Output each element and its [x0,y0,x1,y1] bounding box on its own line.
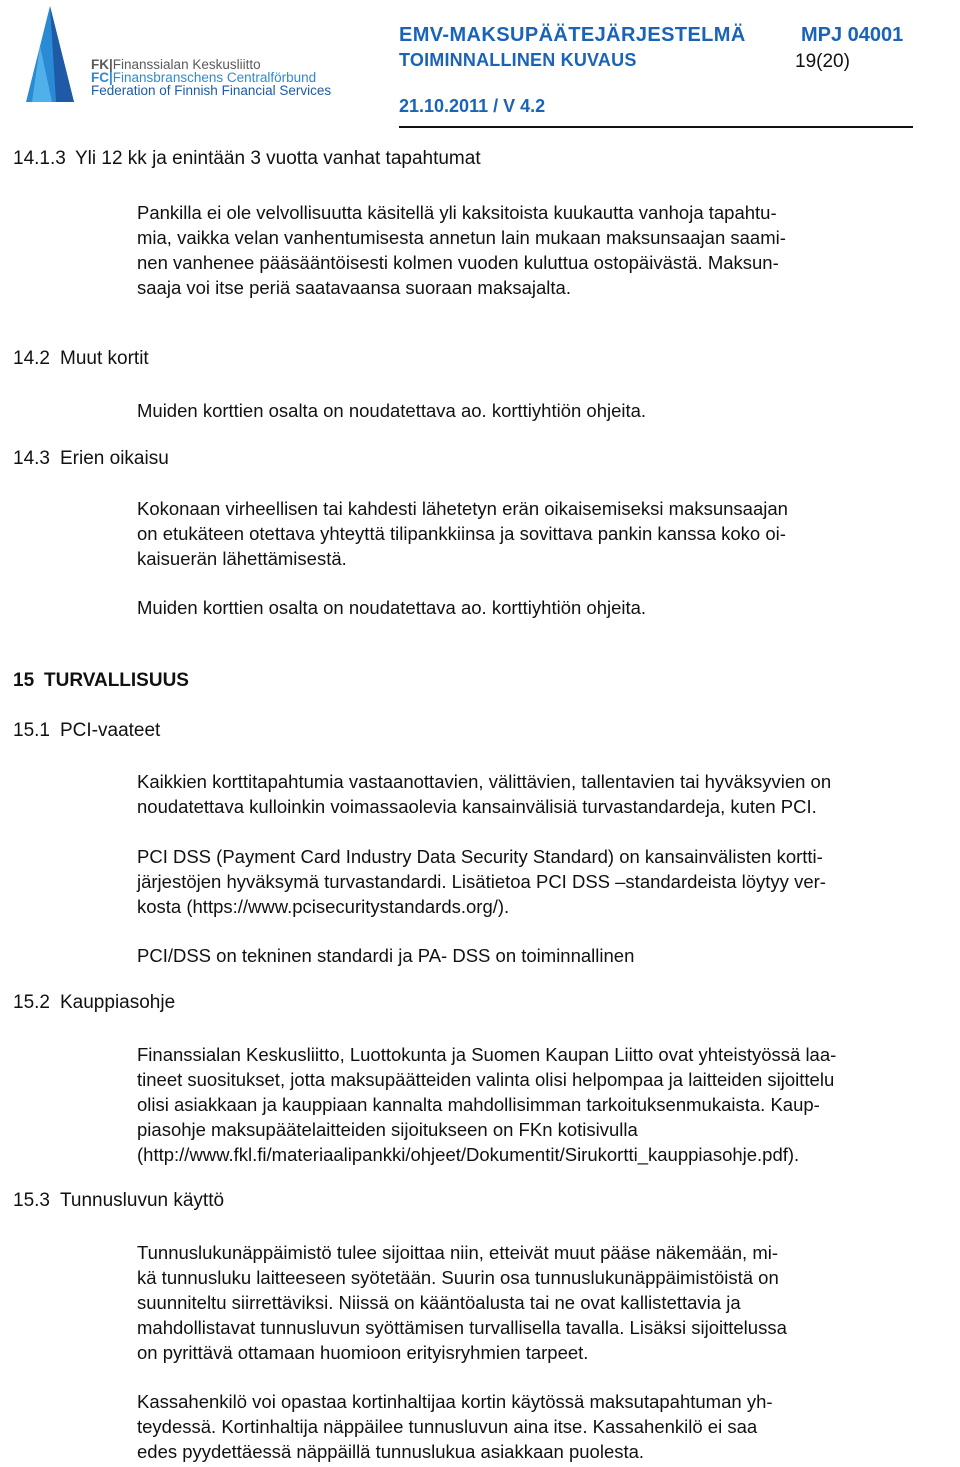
page-number: 19(20) [795,51,850,72]
text-line: piasohje maksupäätelaitteiden sijoitukseen on FKn kotisivulla [137,1119,638,1140]
text-line: mia, vaikka velan vanhentumisesta annetun lain mukaan maksunsaajan saami- [137,227,786,248]
org-name-finnish: FK|Finanssialan Keskusliitto [91,57,261,72]
text-line: kosta (https://www.pcisecuritystandards.org/). [137,896,510,917]
document-title: EMV-MAKSUPÄÄTEJÄRJESTELMÄ [399,24,746,46]
text-line: on etukäteen otettava yhteyttä tilipankkiinsa ja sovittava pankin kanssa koko oi- [137,523,786,544]
header-divider [399,126,913,128]
text-line: Kaikkien korttitapahtumia vastaanottavien, välittävien, tallentavien tai hyväksyvien on [137,771,832,792]
federation-logo-mark [10,6,90,106]
text-line: on pyrittävä ottamaan huomioon erityisryhmien tarpeet. [137,1342,589,1363]
heading-15-3: 15.3 Tunnusluvun käyttö [13,1190,225,1211]
text-line: Kokonaan virheellisen tai kahdesti lähetetyn erän oikaisemiseksi maksunsaajan [137,498,788,519]
text-line: järjestöjen hyväksymä turvastandardi. Lisätietoa PCI DSS –standardeista löytyy ver- [137,871,826,892]
paragraph-15-1-c [137,943,634,968]
text-line: teydessä. Kortinhaltija näppäilee tunnusluvun aina itse. Kassahenkilö ei saa [137,1416,758,1437]
paragraph-14-3-a [137,496,788,571]
paragraph-14-3-b [137,595,646,620]
heading-15: 15 TURVALLISUUS [13,670,189,691]
text-line: suunniteltu siirrettäviksi. Niissä on kääntöalusta tai ne ovat kallistettavia ja [137,1292,741,1313]
paragraph-15-3-a [137,1240,787,1365]
text-line: noudatettava kulloinkin voimassaolevia kansainvälisiä turvastandardeja, kuten PCI. [137,796,817,817]
text-line: olisi asiakkaan ja kauppiaan kannalta mahdollisimman tarkoituksenmukaista. Kaup- [137,1094,820,1115]
document-subtitle: TOIMINNALLINEN KUVAUS [399,50,637,70]
text-line: Tunnuslukunäppäimistö tulee sijoittaa niin, etteivät muut pääse näkemään, mi- [137,1242,779,1263]
heading-14-3: 14.3 Erien oikaisu [13,448,169,469]
text-line: Muiden korttien osalta on noudatettava ao. korttiyhtiön ohjeita. [137,400,647,421]
text-line: saaja voi itse periä saatavaansa suoraan maksajalta. [137,277,571,298]
heading-14-2: 14.2 Muut kortit [13,348,149,369]
text-line: tineet suositukset, jotta maksupäätteiden valinta olisi helpompaa ja laitteiden sijoittelu [137,1069,835,1090]
text-line: Muiden korttien osalta on noudatettava ao. korttiyhtiön ohjeita. [137,597,647,618]
text-line: Finanssialan Keskusliitto, Luottokunta ja Suomen Kaupan Liitto ovat yhteistyössä laa- [137,1044,837,1065]
text-line: PCI DSS (Payment Card Industry Data Security Standard) on kansainvälisten kortti- [137,846,823,867]
text-line: (http://www.fkl.fi/materiaalipankki/ohjeet/Dokumentit/Sirukortti_kauppiasohje.pdf). [137,1144,800,1165]
heading-15-2: 15.2 Kauppiasohje [13,992,176,1013]
text-line: Pankilla ei ole velvollisuutta käsitellä yli kaksitoista kuukautta vanhoja tapahtu- [137,202,777,223]
text-line: mahdollistavat tunnusluvun syöttämisen turvallisella tavalla. Lisäksi sijoittelussa [137,1317,787,1338]
paragraph-15-2 [137,1042,836,1167]
paragraph-15-1-b [137,844,826,919]
heading-14-1-3: 14.1.3 Yli 12 kk ja enintään 3 vuotta vanhat tapahtumat [13,148,481,169]
text-line: kaisuerän lähettämisestä. [137,548,347,569]
paragraph-14-1-3 [137,200,786,300]
text-line: kä tunnusluku laitteeseen syötetään. Suurin osa tunnuslukunäppäimistöistä on [137,1267,779,1288]
text-line: PCI/DSS on tekninen standardi ja PA- DSS on toiminnallinen [137,945,635,966]
org-name-swedish: FC|Finansbranschens Centralförbund [91,70,317,85]
document-code: MPJ 04001 [801,24,904,46]
paragraph-14-2 [137,398,646,423]
paragraph-15-3-b [137,1389,773,1464]
document-date-version: 21.10.2011 / V 4.2 [399,96,546,116]
org-name-english: Federation of Finnish Financial Services [91,83,332,98]
heading-15-1: 15.1 PCI-vaateet [13,720,161,741]
text-line: nen vanhenee pääsääntöisesti kolmen vuoden kuluttua ostopäivästä. Maksun- [137,252,779,273]
paragraph-15-1-a [137,769,831,819]
text-line: Kassahenkilö voi opastaa kortinhaltijaa kortin käytössä maksutapahtuman yh- [137,1391,773,1412]
text-line: edes pyydettäessä näppäillä tunnuslukua asiakkaan puolesta. [137,1441,645,1462]
